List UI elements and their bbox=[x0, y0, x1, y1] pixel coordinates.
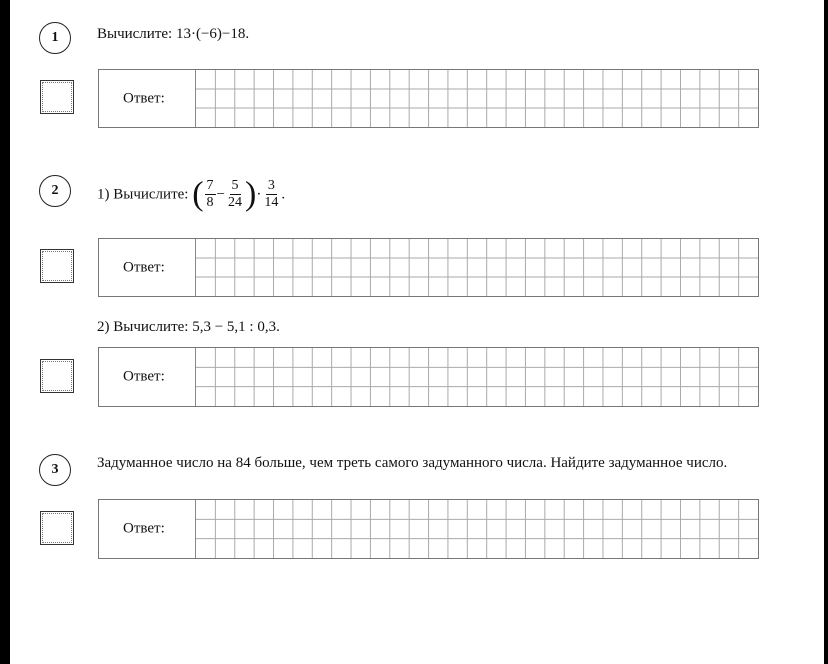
task-1-number: 1 bbox=[39, 22, 71, 54]
answer-grid[interactable] bbox=[195, 500, 758, 558]
minus-sign: − bbox=[216, 186, 225, 203]
task-2-part-1-text bbox=[97, 174, 285, 215]
task-3-checkbox[interactable] bbox=[40, 511, 74, 545]
period: . bbox=[281, 186, 286, 203]
fraction-7-8: $\frac{7}{8}$ bbox=[206, 178, 214, 211]
task-2-1-answer-box[interactable] bbox=[98, 238, 759, 297]
task-2-1-checkbox[interactable] bbox=[40, 249, 74, 283]
task-2-part-1-prefix: 1) Вычислите: bbox=[97, 186, 189, 203]
answer-grid[interactable] bbox=[195, 239, 758, 296]
task-2-number: 2 bbox=[39, 175, 71, 207]
fraction-5-24: $\frac{5}{24}$ bbox=[228, 178, 242, 211]
task-3-answer-box[interactable] bbox=[98, 499, 759, 559]
multiply-dot: · bbox=[256, 186, 262, 203]
answer-label: Ответ: bbox=[123, 90, 165, 106]
answer-label: Ответ: bbox=[123, 520, 165, 537]
task-1-checkbox[interactable] bbox=[40, 80, 74, 114]
task-2-2-answer-box[interactable] bbox=[98, 347, 759, 407]
answer-label: Ответ: bbox=[123, 368, 165, 385]
fraction-3-14: $\frac{3}{14}$ bbox=[264, 178, 279, 211]
left-paren: ( bbox=[192, 175, 204, 213]
task-3-text: Задуманное число на 84 больше, чем треть самого задуманного числа. Найдите задуманное число. bbox=[97, 455, 728, 471]
task-1-answer-box[interactable] bbox=[98, 69, 759, 128]
task-2-part-2-text: 2) Вычислите: 5,3 − 5,1 : 0,3. bbox=[97, 319, 280, 335]
answer-grid[interactable] bbox=[195, 348, 758, 406]
task-3-number: 3 bbox=[39, 454, 71, 486]
task-2-2-checkbox[interactable] bbox=[40, 359, 74, 393]
task-1-text: Вычислите: 13·(−6)−18. bbox=[97, 26, 250, 42]
right-paren: ) bbox=[245, 175, 257, 213]
answer-grid[interactable] bbox=[195, 70, 758, 127]
worksheet bbox=[10, 0, 824, 664]
answer-label: Ответ: bbox=[123, 259, 165, 275]
